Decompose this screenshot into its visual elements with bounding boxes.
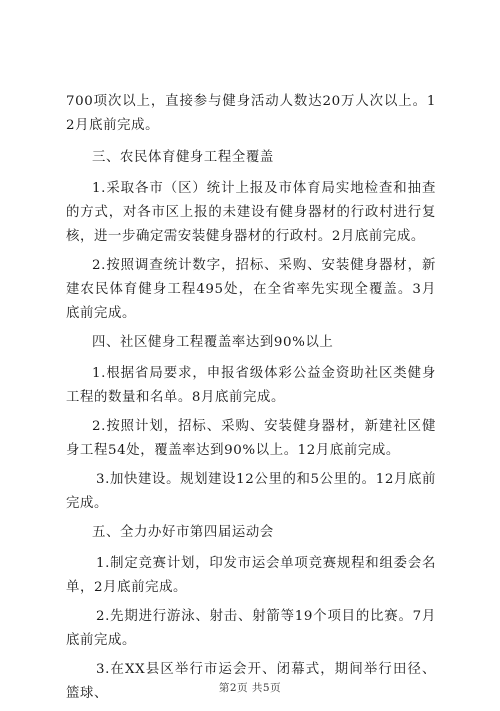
list-item: 3.加快建设。规划建设12公里的和5公里的。12月底前完成。 [66,472,436,511]
list-item: 1.采取各市（区）统计上报及市体育局实地检查和抽查的方式，对各市区上报的未建设有健身器材的行政村进行复核，进一步确定需安装健身器材的行政村。2月底前完成。 [66,181,436,244]
paragraph-continuation: 700项次以上，直接参与健身活动人数达20万人次以上。12月底前完成。 [66,94,436,133]
list-item: 1.根据省局要求，申报省级体彩公益金资助社区类健身工程的数量和名单。8月底前完成。 [66,366,436,405]
list-item: 3.在XX县区举行市运会开、闭幕式，期间举行田径、篮球、 [66,662,436,701]
list-item: 2.按照调查统计数字，招标、采购、安装健身器材，新建农民体育健身工程495处，在全省率先实现全覆盖。3月底前完成。 [66,258,436,321]
document-body [66,90,436,711]
page-number-footer: 第2页 共5页 [218,682,282,694]
list-item: 2.按照计划，招标、采购、安装健身器材，新建社区健身工程54处，覆盖率达到90%以上。12月底前完成。 [66,419,436,458]
list-item: 2.先期进行游泳、射击、射箭等19个项目的比赛。7月底前完成。 [66,609,436,648]
section-heading-4: 四、社区健身工程覆盖率达到90%以上 [92,335,334,350]
section-heading-3: 三、农民体育健身工程全覆盖 [92,150,274,165]
section-heading-5: 五、全力办好市第四届运动会 [92,525,274,540]
list-item: 1.制定竞赛计划，印发市运会单项竞赛规程和组委会名单，2月底前完成。 [66,556,436,595]
